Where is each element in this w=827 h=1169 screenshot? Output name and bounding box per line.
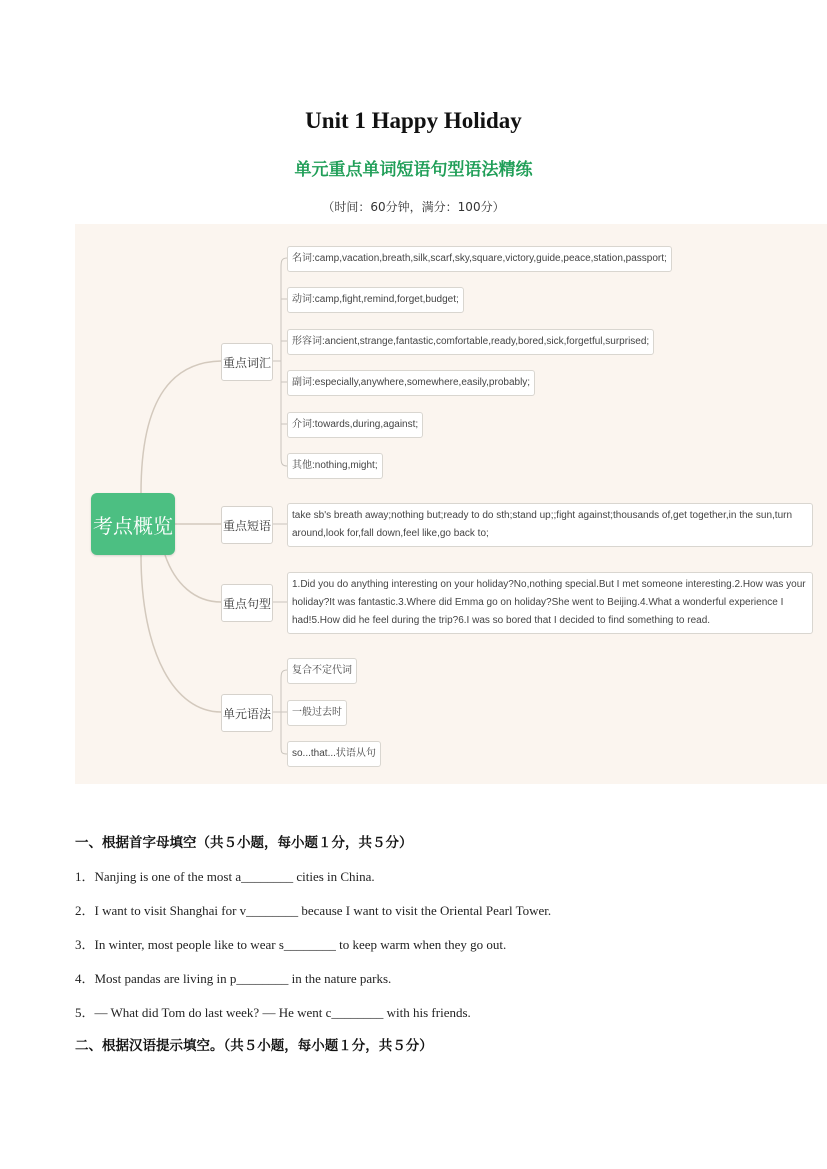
question-3: 3．In winter, most people like to wear s________ to keep warm when they go out. [75, 937, 507, 952]
branch-key-sentences: 重点句型 [221, 584, 273, 622]
vocab-verbs: 动词:camp,fight,remind,forget,budget; [287, 287, 464, 313]
branch-key-phrases: 重点短语 [221, 506, 273, 544]
mind-map [75, 224, 827, 784]
sentences-list: 1.Did you do anything interesting on your holiday?No,nothing special.But I met someone interesting.2.How was your holiday?It was fantastic.3.Where did Emma go on holiday?She went to Beijing.4.What a wonderful experience I had!5.How did he feel during the trip?6.I was so bored that I decided to find something to read. [287, 572, 813, 634]
time-score-note: （时间：60分钟，满分：100分） [322, 200, 505, 214]
branch-key-vocabulary: 重点词汇 [221, 343, 273, 381]
section-1-heading: 一、根据首字母填空（共５小题，每小题１分，共５分） [75, 835, 413, 851]
question-1: 1．Nanjing is one of the most a________ cities in China. [75, 869, 375, 884]
phrases-list: take sb's breath away;nothing but;ready to do sth;stand up;;fight against;thousands of,get together,in the sun,turn around,look for,fall down,feel like,go back to; [287, 503, 813, 547]
grammar-so-that-clause: so...that...状语从句 [287, 741, 381, 767]
vocab-adverbs: 副词:especially,anywhere,somewhere,easily,probably; [287, 370, 535, 396]
section-2-heading: 二、根据汉语提示填空。（共５小题，每小题１分，共５分） [75, 1038, 433, 1054]
vocab-adjectives: 形容词:ancient,strange,fantastic,comfortable,ready,bored,sick,forgetful,surprised; [287, 329, 654, 355]
vocab-nouns: 名词:camp,vacation,breath,silk,scarf,sky,square,victory,guide,peace,station,passport; [287, 246, 672, 272]
document-title: Unit 1 Happy Holiday [305, 108, 522, 133]
question-2: 2．I want to visit Shanghai for v________ because I want to visit the Oriental Pearl Tower. [75, 903, 552, 918]
vocab-others: 其他:nothing,might; [287, 453, 383, 479]
grammar-compound-pronouns: 复合不定代词 [287, 658, 357, 684]
document-subtitle: 单元重点单词短语句型语法精练 [294, 160, 533, 180]
grammar-simple-past: 一般过去时 [287, 700, 347, 726]
question-4: 4．Most pandas are living in p________ in the nature parks. [75, 971, 392, 986]
mind-map-root: 考点概览 [91, 493, 175, 555]
vocab-prepositions: 介词:towards,during,against; [287, 412, 423, 438]
branch-unit-grammar: 单元语法 [221, 694, 273, 732]
question-5: 5．— What did Tom do last week? — He went c________ with his friends. [75, 1005, 471, 1020]
